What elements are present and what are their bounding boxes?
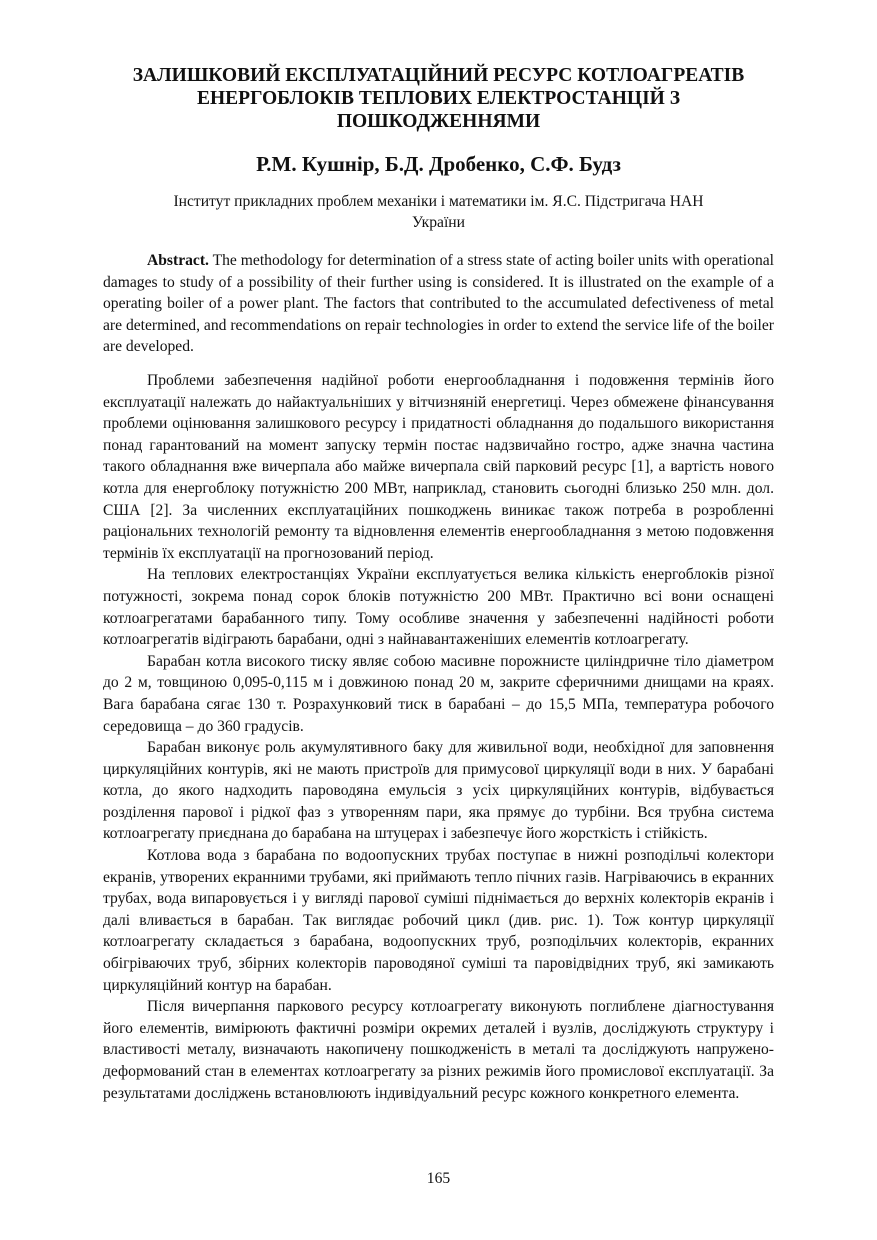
- body-paragraph: На теплових електростанціях України експлуатується велика кількість енергоблоків різної потужності, зокрема понад сорок блоків потужністю 200 МВт. Практично всі вони оснащені котлоагрегатами барабанного типу. Тому особливе значення у забезпеченні надійності роботи котлоагрегатів відіграють барабани, одні з найнавантаженіших елементів котлоагрегату.: [103, 566, 774, 649]
- body-paragraph: Проблеми забезпечення надійної роботи енергообладнання і подовження термінів його експлуатації належать до найактуальніших у вітчизняній енергетиці. Через обмежене фінансування проблеми оцінювання залишкового ресурсу і придатності обладнання до подальшого використання понад гарантований на момент запуску термін постає надзвичайно гостро, адже значна частина такого обладнання вже вичерпала або майже вичерпала свій парковий ресурс [1], а вартість нового котла для енергоблоку потужністю 200 МВт, наприклад, становить сьогодні близько 250 млн. дол. США [2]. За численних експлуатаційних пошкоджень виникає також потреба в розробленні раціональних технологій ремонту та відновлення елементів енергообладнання з метою подовження термінів їх експлуатації на прогнозований період.: [103, 372, 774, 562]
- affiliation: [130, 192, 747, 233]
- page-number: 165: [426, 1170, 451, 1187]
- body-paragraph: Барабан котла високого тиску являє собою масивне порожнисте циліндричне тіло діаметром до 2 м, товщиною 0,095-0,115 м і довжиною понад 20 м, закрите сферичними днищами на краях. Вага барабана сягає 130 т. Розрахунковий тиск в барабані – до 15,5 МПа, температура робочого середовища – до 360 градусів.: [103, 652, 774, 735]
- affiliation-line: України: [412, 213, 465, 231]
- title-line: ПОШКОДЖЕННЯМИ: [336, 111, 541, 132]
- body-paragraph: Котлова вода з барабана по водоопускних трубах поступає в нижні розподільчі колектори екранів, утворених екранними трубами, які приймають тепло пічних газів. Нагріваючись в екранних трубах, вода випаровується і у вигляді парової суміші піднімається до верхніх колекторів екранів і далі вливається в барабан. Так виглядає робочий цикл (див. рис. 1). Тож контур циркуляції котлоагрегату складається з барабана, водоопускних труб, розподільчих колекторів, екранних обігріваючих труб, збірних колекторів пароводяної суміші та паровідвідних труб, які замикають циркуляційний контур на барабан.: [103, 847, 774, 994]
- title-line: ЕНЕРГОБЛОКІВ ТЕПЛОВИХ ЕЛЕКТРОСТАНЦІЙ З: [197, 88, 680, 109]
- paper-title: [100, 64, 777, 133]
- body-paragraph: Після вичерпання паркового ресурсу котлоагрегату виконують поглиблене діагностування його елементів, вимірюють фактичні розміри окремих деталей і вузлів, досліджують структуру і властивості металу, визначають накопичену пошкодженість в металі та досліджують напружено-деформований стан в елементах котлоагрегату за різних режимів його промислової експлуатації. За результатами досліджень встановлюють індивідуальний ресурс кожного конкретного елемента.: [103, 998, 774, 1102]
- authors: Р.М. Кушнір, Б.Д. Дробенко, С.Ф. Будз: [256, 152, 621, 176]
- body-text: [103, 370, 774, 1104]
- title-line: ЗАЛИШКОВИЙ ЕКСПЛУАТАЦІЙНИЙ РЕСУРС КОТЛОАГРЕАТІВ: [132, 65, 745, 86]
- abstract-label: Abstract.: [147, 252, 209, 269]
- body-paragraph: Барабан виконує роль акумулятивного баку для живильної води, необхідної для заповнення циркуляційних контурів, які не мають пристроїв для примусової циркуляції води в них. У барабані котла, до якого надходить пароводяна емульсія з усіх циркуляційних контурів, відбувається розділення парової і рідкої фаз з утворенням пари, яка прямує до турбіни. Вся трубна система котлоагрегату приєднана до барабана на штуцерах і забезпечує його жорсткість і стійкість.: [103, 739, 774, 843]
- abstract: [103, 250, 774, 358]
- affiliation-line: Інститут прикладних проблем механіки і математики ім. Я.С. Підстригача НАН: [173, 193, 704, 210]
- abstract-text: The methodology for determination of a stress state of acting boiler units with operational damages to study of a possibility of their further using is considered. It is illustrated on the example of a operating boiler of a power plant. The factors that contributed to the accumulated defectiveness of metal are determined, and recommendations on repair technologies in order to extend the service life of the boiler are developed.: [103, 252, 774, 356]
